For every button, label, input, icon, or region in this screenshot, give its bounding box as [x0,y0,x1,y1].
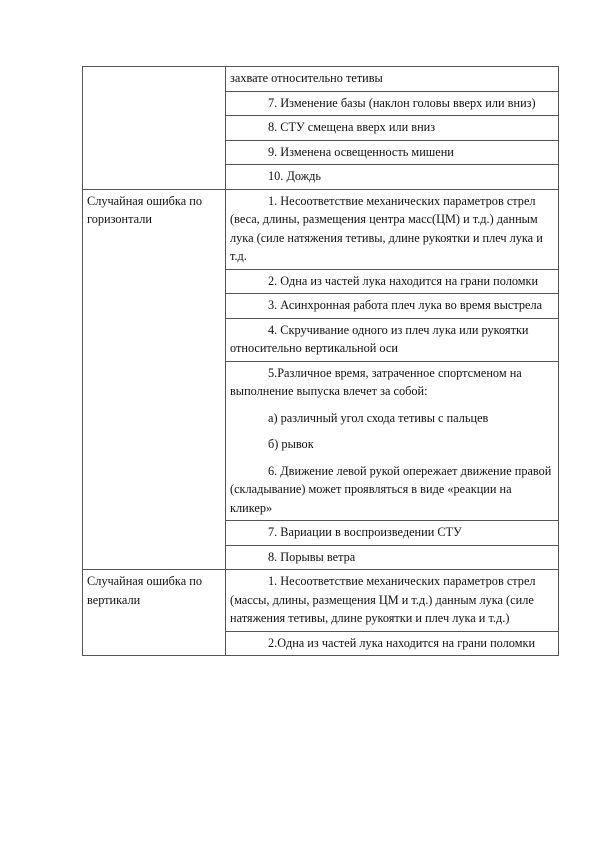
cause-text: 8. Порывы ветра [268,549,356,564]
cause-cell [226,67,559,92]
cause-text: 7. Изменение базы (наклон головы вверх или вниз) [268,95,536,110]
table-row [83,570,559,632]
cause-text: а) различный угол схода тетивы с пальцев [268,410,489,425]
cause-cell [226,294,559,319]
category-cell: Случайная ошибка по горизонтали [83,189,226,570]
cause-cell [226,91,559,116]
cause-cell [226,165,559,190]
table-body [83,67,559,656]
cause-text: 2. Одна из частей лука находится на грани поломки [268,273,539,288]
cause-cell [226,189,559,269]
cause-cell [226,545,559,570]
cause-text: 9. Изменена освещенность мишени [268,144,454,159]
cause-cell [226,116,559,141]
errors-table [82,66,559,656]
cause-text: 8. СТУ смещена вверх или вниз [268,120,436,134]
cause-cell [226,361,559,521]
cause-cell [226,269,559,294]
cause-text: 5.Различное время, затраченное спортсменом на выполнение выпуска влечет за собой: [230,365,522,398]
cause-text: 3. Асинхронная работа плеч лука во время выстрела [268,298,543,312]
cause-cell [226,140,559,165]
table-row [83,189,559,269]
cause-cell [226,318,559,361]
cause-cell [226,570,559,632]
cause-text: 10. Дождь [268,169,322,183]
category-cell: Случайная ошибка по вертикали [83,570,226,656]
cause-cell [226,521,559,546]
cause-text: 1. Несоответствие механических параметров стрел (массы, длины, размещения ЦМ и т.д.) данным лука (силе натяжения тетивы, длине рукоятки и плеч лука и т.д.) [230,574,536,625]
table-row [83,67,559,92]
category-cell [83,67,226,190]
cause-text: б) рывок [268,437,314,451]
cause-text: 1. Несоответствие механических параметров стрел (веса, длины, размещения центра масс(ЦМ) и т.д.) данным лука (силе натяжения тетивы, длине рукоятки и плеч лука и т.д. [230,193,543,263]
cause-text: захвате относительно тетивы [230,71,383,85]
cause-text: 7. Вариации в воспроизведении СТУ [268,525,462,539]
cause-cell [226,631,559,656]
cause-text: 6. Движение левой рукой опережает движение правой (складывание) может проявляться в виде «реакции на кликер» [230,463,552,515]
cause-text: 2.Одна из частей лука находится на грани поломки [268,635,536,650]
cause-text: 4. Скручивание одного из плеч лука или рукоятки относительно вертикальной оси [230,322,529,355]
